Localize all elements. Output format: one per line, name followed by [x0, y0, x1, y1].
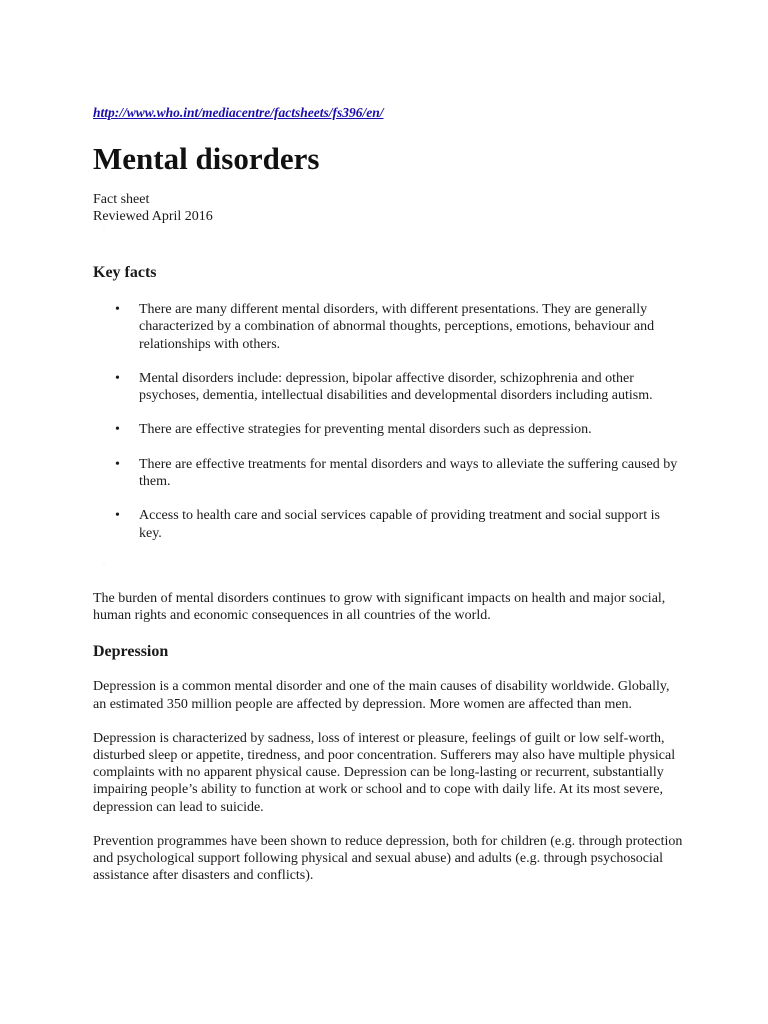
list-item	[93, 456, 683, 491]
depression-paragraph: Depression is a common mental disorder and one of the main causes of disability worldwide. Globally, an estimated 350 million people are affected by depression. More women are affected than men.	[93, 679, 670, 712]
bullet-icon: •	[115, 370, 120, 386]
separator-dot: ·	[103, 227, 105, 233]
key-fact-text: Access to health care and social services capable of providing treatment and social support is key.	[139, 508, 660, 541]
doc-type-label: Fact sheet	[93, 192, 150, 207]
burden-paragraph: The burden of mental disorders continues to grow with significant impacts on health and major social, human rights and economic consequences in all countries of the world.	[93, 590, 666, 624]
depression-paragraph: Depression is characterized by sadness, loss of interest or pleasure, feelings of guilt or low self-worth, disturbed sleep or appetite, tiredness, and poor concentration. Sufferers may also have multiple physical complaints with no apparent physical cause. Depression can be long-lasting or recurrent, substantially impairing people’s ability to function at work or school and to cope with daily life. At its most severe, depression can lead to suicide.	[93, 730, 676, 815]
list-item	[93, 421, 683, 438]
bullet-icon: •	[115, 422, 120, 438]
key-fact-text: Mental disorders include: depression, bipolar affective disorder, schizophrenia and other psychoses, dementia, intellectual disabilities and developmental disorders including autism.	[139, 370, 653, 404]
source-url-link[interactable]: http://www.who.int/mediacentre/factsheets/fs396/en/	[93, 105, 384, 120]
key-facts-list	[93, 301, 683, 542]
depression-heading: Depression	[93, 643, 169, 661]
document-meta	[93, 191, 683, 225]
list-item	[93, 301, 683, 353]
reviewed-date: Reviewed April 2016	[93, 209, 213, 224]
key-facts-heading: Key facts	[93, 264, 157, 281]
page-title: Mental disorders	[93, 141, 320, 176]
key-fact-text: There are effective treatments for mental disorders and ways to alleviate the suffering caused by them.	[139, 456, 678, 490]
list-item	[93, 370, 683, 405]
bullet-icon: •	[115, 302, 120, 317]
document-page	[93, 104, 683, 884]
list-item	[93, 507, 683, 542]
depression-paragraph: Prevention programmes have been shown to reduce depression, both for children (e.g. through protection and psychological support following physical and sexual abuse) and adults (e.g. through psychosocial assistance after disasters and conflicts).	[93, 833, 683, 884]
separator-dot: ·	[103, 560, 105, 567]
bullet-icon: •	[115, 508, 120, 524]
key-fact-text: There are effective strategies for preventing mental disorders such as depression.	[139, 422, 592, 438]
bullet-icon: •	[115, 456, 120, 472]
key-fact-text: There are many different mental disorders, with different presentations. They are generally characterized by a combination of abnormal thoughts, perceptions, emotions, behaviour and relationships with others.	[139, 302, 655, 352]
